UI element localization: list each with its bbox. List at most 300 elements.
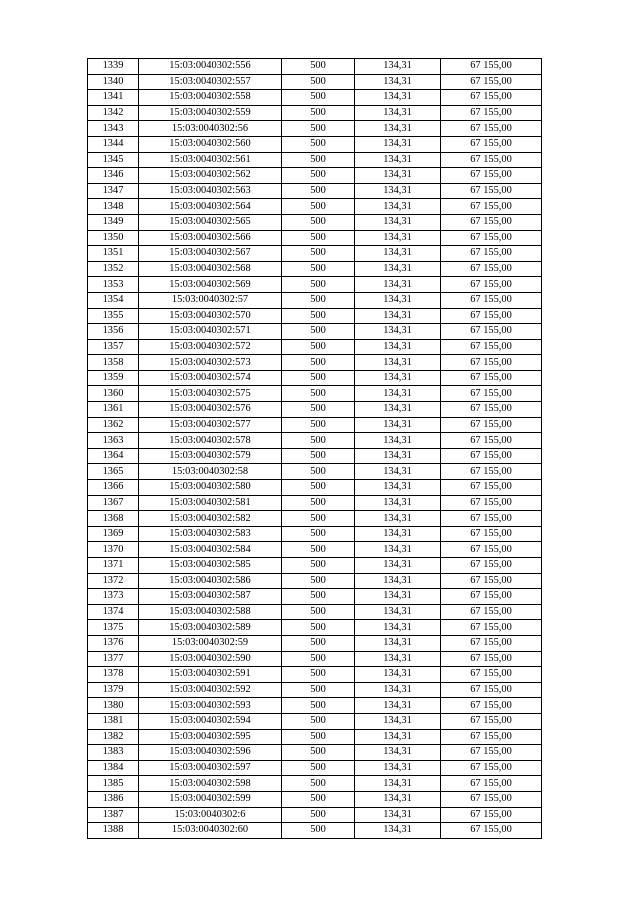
unit-price-cell: 134,31 [355, 589, 441, 605]
cadastral-number-cell: 15:03:0040302:561 [139, 152, 282, 168]
total-value-cell: 67 155,00 [441, 620, 542, 636]
unit-price-cell: 134,31 [355, 59, 441, 75]
row-number-cell: 1377 [88, 651, 139, 667]
table-row [88, 74, 542, 90]
unit-price-cell: 134,31 [355, 324, 441, 340]
row-number-cell: 1365 [88, 464, 139, 480]
cadastral-number-cell: 15:03:0040302:597 [139, 760, 282, 776]
area-cell: 500 [282, 713, 355, 729]
total-value-cell: 67 155,00 [441, 682, 542, 698]
area-cell: 500 [282, 480, 355, 496]
row-number-cell: 1367 [88, 495, 139, 511]
cadastral-number-cell: 15:03:0040302:574 [139, 370, 282, 386]
unit-price-cell: 134,31 [355, 433, 441, 449]
total-value-cell: 67 155,00 [441, 729, 542, 745]
total-value-cell: 67 155,00 [441, 230, 542, 246]
total-value-cell: 67 155,00 [441, 542, 542, 558]
area-cell: 500 [282, 776, 355, 792]
cadastral-number-cell: 15:03:0040302:581 [139, 495, 282, 511]
total-value-cell: 67 155,00 [441, 292, 542, 308]
table-row [88, 464, 542, 480]
area-cell: 500 [282, 386, 355, 402]
total-value-cell: 67 155,00 [441, 589, 542, 605]
row-number-cell: 1388 [88, 823, 139, 839]
table-row [88, 604, 542, 620]
table-row [88, 448, 542, 464]
area-cell: 500 [282, 417, 355, 433]
area-cell: 500 [282, 589, 355, 605]
unit-price-cell: 134,31 [355, 183, 441, 199]
total-value-cell: 67 155,00 [441, 495, 542, 511]
row-number-cell: 1362 [88, 417, 139, 433]
unit-price-cell: 134,31 [355, 480, 441, 496]
unit-price-cell: 134,31 [355, 511, 441, 527]
area-cell: 500 [282, 635, 355, 651]
unit-price-cell: 134,31 [355, 417, 441, 433]
area-cell: 500 [282, 152, 355, 168]
table-row [88, 511, 542, 527]
total-value-cell: 67 155,00 [441, 480, 542, 496]
table-row [88, 417, 542, 433]
total-value-cell: 67 155,00 [441, 807, 542, 823]
cadastral-number-cell: 15:03:0040302:559 [139, 105, 282, 121]
area-cell: 500 [282, 698, 355, 714]
table-row [88, 526, 542, 542]
total-value-cell: 67 155,00 [441, 261, 542, 277]
unit-price-cell: 134,31 [355, 74, 441, 90]
area-cell: 500 [282, 760, 355, 776]
cadastral-number-cell: 15:03:0040302:596 [139, 745, 282, 761]
cadastral-number-cell: 15:03:0040302:579 [139, 448, 282, 464]
area-cell: 500 [282, 667, 355, 683]
total-value-cell: 67 155,00 [441, 823, 542, 839]
row-number-cell: 1358 [88, 355, 139, 371]
total-value-cell: 67 155,00 [441, 152, 542, 168]
unit-price-cell: 134,31 [355, 464, 441, 480]
row-number-cell: 1369 [88, 526, 139, 542]
row-number-cell: 1340 [88, 74, 139, 90]
table-row [88, 760, 542, 776]
unit-price-cell: 134,31 [355, 292, 441, 308]
row-number-cell: 1349 [88, 214, 139, 230]
area-cell: 500 [282, 620, 355, 636]
table-row [88, 776, 542, 792]
total-value-cell: 67 155,00 [441, 105, 542, 121]
row-number-cell: 1386 [88, 791, 139, 807]
row-number-cell: 1384 [88, 760, 139, 776]
unit-price-cell: 134,31 [355, 121, 441, 137]
unit-price-cell: 134,31 [355, 230, 441, 246]
total-value-cell: 67 155,00 [441, 277, 542, 293]
cadastral-number-cell: 15:03:0040302:577 [139, 417, 282, 433]
area-cell: 500 [282, 542, 355, 558]
area-cell: 500 [282, 729, 355, 745]
cadastral-number-cell: 15:03:0040302:566 [139, 230, 282, 246]
row-number-cell: 1366 [88, 480, 139, 496]
row-number-cell: 1359 [88, 370, 139, 386]
cadastral-number-cell: 15:03:0040302:570 [139, 308, 282, 324]
row-number-cell: 1379 [88, 682, 139, 698]
cadastral-number-cell: 15:03:0040302:557 [139, 74, 282, 90]
cadastral-number-cell: 15:03:0040302:562 [139, 168, 282, 184]
table-row [88, 558, 542, 574]
row-number-cell: 1361 [88, 402, 139, 418]
area-cell: 500 [282, 464, 355, 480]
cadastral-number-cell: 15:03:0040302:59 [139, 635, 282, 651]
row-number-cell: 1385 [88, 776, 139, 792]
area-cell: 500 [282, 277, 355, 293]
cadastral-number-cell: 15:03:0040302:588 [139, 604, 282, 620]
cadastral-number-cell: 15:03:0040302:583 [139, 526, 282, 542]
table-row [88, 433, 542, 449]
area-cell: 500 [282, 495, 355, 511]
cadastral-number-cell: 15:03:0040302:569 [139, 277, 282, 293]
row-number-cell: 1372 [88, 573, 139, 589]
unit-price-cell: 134,31 [355, 760, 441, 776]
area-cell: 500 [282, 339, 355, 355]
table-row [88, 729, 542, 745]
cadastral-number-cell: 15:03:0040302:565 [139, 214, 282, 230]
total-value-cell: 67 155,00 [441, 168, 542, 184]
row-number-cell: 1371 [88, 558, 139, 574]
area-cell: 500 [282, 324, 355, 340]
row-number-cell: 1368 [88, 511, 139, 527]
cadastral-number-cell: 15:03:0040302:60 [139, 823, 282, 839]
row-number-cell: 1373 [88, 589, 139, 605]
row-number-cell: 1350 [88, 230, 139, 246]
area-cell: 500 [282, 651, 355, 667]
table-row [88, 59, 542, 75]
cadastral-number-cell: 15:03:0040302:598 [139, 776, 282, 792]
area-cell: 500 [282, 246, 355, 262]
table-row [88, 90, 542, 106]
area-cell: 500 [282, 573, 355, 589]
total-value-cell: 67 155,00 [441, 74, 542, 90]
unit-price-cell: 134,31 [355, 791, 441, 807]
table-row [88, 573, 542, 589]
table-row [88, 745, 542, 761]
unit-price-cell: 134,31 [355, 152, 441, 168]
cadastral-number-cell: 15:03:0040302:563 [139, 183, 282, 199]
table-row [88, 480, 542, 496]
cadastral-number-cell: 15:03:0040302:587 [139, 589, 282, 605]
unit-price-cell: 134,31 [355, 246, 441, 262]
cadastral-number-cell: 15:03:0040302:590 [139, 651, 282, 667]
table-row [88, 667, 542, 683]
table-row [88, 495, 542, 511]
cadastral-number-cell: 15:03:0040302:567 [139, 246, 282, 262]
table-row [88, 136, 542, 152]
cadastral-number-cell: 15:03:0040302:556 [139, 59, 282, 75]
area-cell: 500 [282, 59, 355, 75]
cadastral-number-cell: 15:03:0040302:564 [139, 199, 282, 215]
table-row [88, 713, 542, 729]
row-number-cell: 1352 [88, 261, 139, 277]
total-value-cell: 67 155,00 [441, 355, 542, 371]
row-number-cell: 1339 [88, 59, 139, 75]
table-row [88, 635, 542, 651]
table-row [88, 682, 542, 698]
unit-price-cell: 134,31 [355, 698, 441, 714]
total-value-cell: 67 155,00 [441, 667, 542, 683]
row-number-cell: 1348 [88, 199, 139, 215]
total-value-cell: 67 155,00 [441, 214, 542, 230]
table-row [88, 386, 542, 402]
total-value-cell: 67 155,00 [441, 698, 542, 714]
total-value-cell: 67 155,00 [441, 59, 542, 75]
area-cell: 500 [282, 604, 355, 620]
cadastral-number-cell: 15:03:0040302:571 [139, 324, 282, 340]
row-number-cell: 1380 [88, 698, 139, 714]
table-row [88, 542, 542, 558]
cadastral-number-cell: 15:03:0040302:593 [139, 698, 282, 714]
area-cell: 500 [282, 682, 355, 698]
total-value-cell: 67 155,00 [441, 745, 542, 761]
cadastral-number-cell: 15:03:0040302:6 [139, 807, 282, 823]
total-value-cell: 67 155,00 [441, 370, 542, 386]
unit-price-cell: 134,31 [355, 339, 441, 355]
cadastral-number-cell: 15:03:0040302:573 [139, 355, 282, 371]
row-number-cell: 1357 [88, 339, 139, 355]
row-number-cell: 1351 [88, 246, 139, 262]
area-cell: 500 [282, 214, 355, 230]
unit-price-cell: 134,31 [355, 651, 441, 667]
row-number-cell: 1376 [88, 635, 139, 651]
unit-price-cell: 134,31 [355, 823, 441, 839]
total-value-cell: 67 155,00 [441, 651, 542, 667]
cadastral-number-cell: 15:03:0040302:560 [139, 136, 282, 152]
area-cell: 500 [282, 558, 355, 574]
unit-price-cell: 134,31 [355, 214, 441, 230]
row-number-cell: 1354 [88, 292, 139, 308]
cadastral-number-cell: 15:03:0040302:591 [139, 667, 282, 683]
table-row [88, 292, 542, 308]
row-number-cell: 1382 [88, 729, 139, 745]
area-cell: 500 [282, 230, 355, 246]
unit-price-cell: 134,31 [355, 308, 441, 324]
table-row [88, 620, 542, 636]
unit-price-cell: 134,31 [355, 542, 441, 558]
row-number-cell: 1370 [88, 542, 139, 558]
cadastral-number-cell: 15:03:0040302:58 [139, 464, 282, 480]
area-cell: 500 [282, 402, 355, 418]
unit-price-cell: 134,31 [355, 370, 441, 386]
table-row [88, 246, 542, 262]
row-number-cell: 1346 [88, 168, 139, 184]
cadastral-number-cell: 15:03:0040302:576 [139, 402, 282, 418]
cadastral-number-cell: 15:03:0040302:595 [139, 729, 282, 745]
area-cell: 500 [282, 261, 355, 277]
area-cell: 500 [282, 105, 355, 121]
table-row [88, 370, 542, 386]
row-number-cell: 1378 [88, 667, 139, 683]
table-row [88, 277, 542, 293]
row-number-cell: 1363 [88, 433, 139, 449]
row-number-cell: 1345 [88, 152, 139, 168]
table-row [88, 152, 542, 168]
total-value-cell: 67 155,00 [441, 558, 542, 574]
unit-price-cell: 134,31 [355, 261, 441, 277]
unit-price-cell: 134,31 [355, 448, 441, 464]
table-row [88, 214, 542, 230]
unit-price-cell: 134,31 [355, 495, 441, 511]
area-cell: 500 [282, 90, 355, 106]
total-value-cell: 67 155,00 [441, 386, 542, 402]
unit-price-cell: 134,31 [355, 573, 441, 589]
area-cell: 500 [282, 823, 355, 839]
unit-price-cell: 134,31 [355, 90, 441, 106]
cadastral-number-cell: 15:03:0040302:580 [139, 480, 282, 496]
cadastral-number-cell: 15:03:0040302:589 [139, 620, 282, 636]
total-value-cell: 67 155,00 [441, 760, 542, 776]
row-number-cell: 1360 [88, 386, 139, 402]
area-cell: 500 [282, 292, 355, 308]
row-number-cell: 1347 [88, 183, 139, 199]
total-value-cell: 67 155,00 [441, 776, 542, 792]
row-number-cell: 1342 [88, 105, 139, 121]
cadastral-number-cell: 15:03:0040302:592 [139, 682, 282, 698]
unit-price-cell: 134,31 [355, 729, 441, 745]
area-cell: 500 [282, 791, 355, 807]
row-number-cell: 1364 [88, 448, 139, 464]
unit-price-cell: 134,31 [355, 682, 441, 698]
row-number-cell: 1353 [88, 277, 139, 293]
table-row [88, 199, 542, 215]
table-row [88, 355, 542, 371]
total-value-cell: 67 155,00 [441, 90, 542, 106]
unit-price-cell: 134,31 [355, 807, 441, 823]
area-cell: 500 [282, 355, 355, 371]
table-row [88, 339, 542, 355]
cadastral-number-cell: 15:03:0040302:582 [139, 511, 282, 527]
unit-price-cell: 134,31 [355, 355, 441, 371]
area-cell: 500 [282, 370, 355, 386]
cadastral-number-cell: 15:03:0040302:599 [139, 791, 282, 807]
row-number-cell: 1344 [88, 136, 139, 152]
row-number-cell: 1341 [88, 90, 139, 106]
table-row [88, 261, 542, 277]
unit-price-cell: 134,31 [355, 604, 441, 620]
area-cell: 500 [282, 448, 355, 464]
unit-price-cell: 134,31 [355, 776, 441, 792]
unit-price-cell: 134,31 [355, 402, 441, 418]
row-number-cell: 1375 [88, 620, 139, 636]
unit-price-cell: 134,31 [355, 136, 441, 152]
unit-price-cell: 134,31 [355, 713, 441, 729]
area-cell: 500 [282, 168, 355, 184]
area-cell: 500 [282, 121, 355, 137]
total-value-cell: 67 155,00 [441, 464, 542, 480]
table-row [88, 791, 542, 807]
area-cell: 500 [282, 511, 355, 527]
total-value-cell: 67 155,00 [441, 308, 542, 324]
unit-price-cell: 134,31 [355, 526, 441, 542]
unit-price-cell: 134,31 [355, 105, 441, 121]
total-value-cell: 67 155,00 [441, 573, 542, 589]
total-value-cell: 67 155,00 [441, 511, 542, 527]
area-cell: 500 [282, 433, 355, 449]
table-row [88, 698, 542, 714]
area-cell: 500 [282, 526, 355, 542]
table-row [88, 308, 542, 324]
row-number-cell: 1381 [88, 713, 139, 729]
cadastral-number-cell: 15:03:0040302:558 [139, 90, 282, 106]
row-number-cell: 1356 [88, 324, 139, 340]
total-value-cell: 67 155,00 [441, 183, 542, 199]
area-cell: 500 [282, 308, 355, 324]
table-row [88, 807, 542, 823]
row-number-cell: 1374 [88, 604, 139, 620]
area-cell: 500 [282, 745, 355, 761]
total-value-cell: 67 155,00 [441, 402, 542, 418]
total-value-cell: 67 155,00 [441, 635, 542, 651]
area-cell: 500 [282, 136, 355, 152]
unit-price-cell: 134,31 [355, 620, 441, 636]
table-row [88, 230, 542, 246]
unit-price-cell: 134,31 [355, 386, 441, 402]
total-value-cell: 67 155,00 [441, 339, 542, 355]
unit-price-cell: 134,31 [355, 199, 441, 215]
area-cell: 500 [282, 183, 355, 199]
cadastral-number-cell: 15:03:0040302:584 [139, 542, 282, 558]
unit-price-cell: 134,31 [355, 558, 441, 574]
land-parcel-table [87, 58, 542, 839]
cadastral-number-cell: 15:03:0040302:586 [139, 573, 282, 589]
total-value-cell: 67 155,00 [441, 417, 542, 433]
total-value-cell: 67 155,00 [441, 324, 542, 340]
total-value-cell: 67 155,00 [441, 136, 542, 152]
area-cell: 500 [282, 807, 355, 823]
unit-price-cell: 134,31 [355, 168, 441, 184]
table-row [88, 105, 542, 121]
cadastral-number-cell: 15:03:0040302:56 [139, 121, 282, 137]
total-value-cell: 67 155,00 [441, 199, 542, 215]
row-number-cell: 1343 [88, 121, 139, 137]
unit-price-cell: 134,31 [355, 635, 441, 651]
table-body [88, 59, 542, 839]
table-row [88, 168, 542, 184]
cadastral-number-cell: 15:03:0040302:572 [139, 339, 282, 355]
cadastral-number-cell: 15:03:0040302:578 [139, 433, 282, 449]
table-row [88, 823, 542, 839]
total-value-cell: 67 155,00 [441, 791, 542, 807]
cadastral-number-cell: 15:03:0040302:594 [139, 713, 282, 729]
total-value-cell: 67 155,00 [441, 526, 542, 542]
total-value-cell: 67 155,00 [441, 604, 542, 620]
unit-price-cell: 134,31 [355, 277, 441, 293]
area-cell: 500 [282, 199, 355, 215]
cadastral-number-cell: 15:03:0040302:57 [139, 292, 282, 308]
table-row [88, 651, 542, 667]
cadastral-number-cell: 15:03:0040302:585 [139, 558, 282, 574]
row-number-cell: 1383 [88, 745, 139, 761]
unit-price-cell: 134,31 [355, 667, 441, 683]
table-row [88, 589, 542, 605]
total-value-cell: 67 155,00 [441, 713, 542, 729]
area-cell: 500 [282, 74, 355, 90]
total-value-cell: 67 155,00 [441, 448, 542, 464]
cadastral-number-cell: 15:03:0040302:575 [139, 386, 282, 402]
table-row [88, 324, 542, 340]
total-value-cell: 67 155,00 [441, 121, 542, 137]
cadastral-number-cell: 15:03:0040302:568 [139, 261, 282, 277]
row-number-cell: 1387 [88, 807, 139, 823]
total-value-cell: 67 155,00 [441, 433, 542, 449]
row-number-cell: 1355 [88, 308, 139, 324]
table-row [88, 402, 542, 418]
table-row [88, 121, 542, 137]
table-row [88, 183, 542, 199]
